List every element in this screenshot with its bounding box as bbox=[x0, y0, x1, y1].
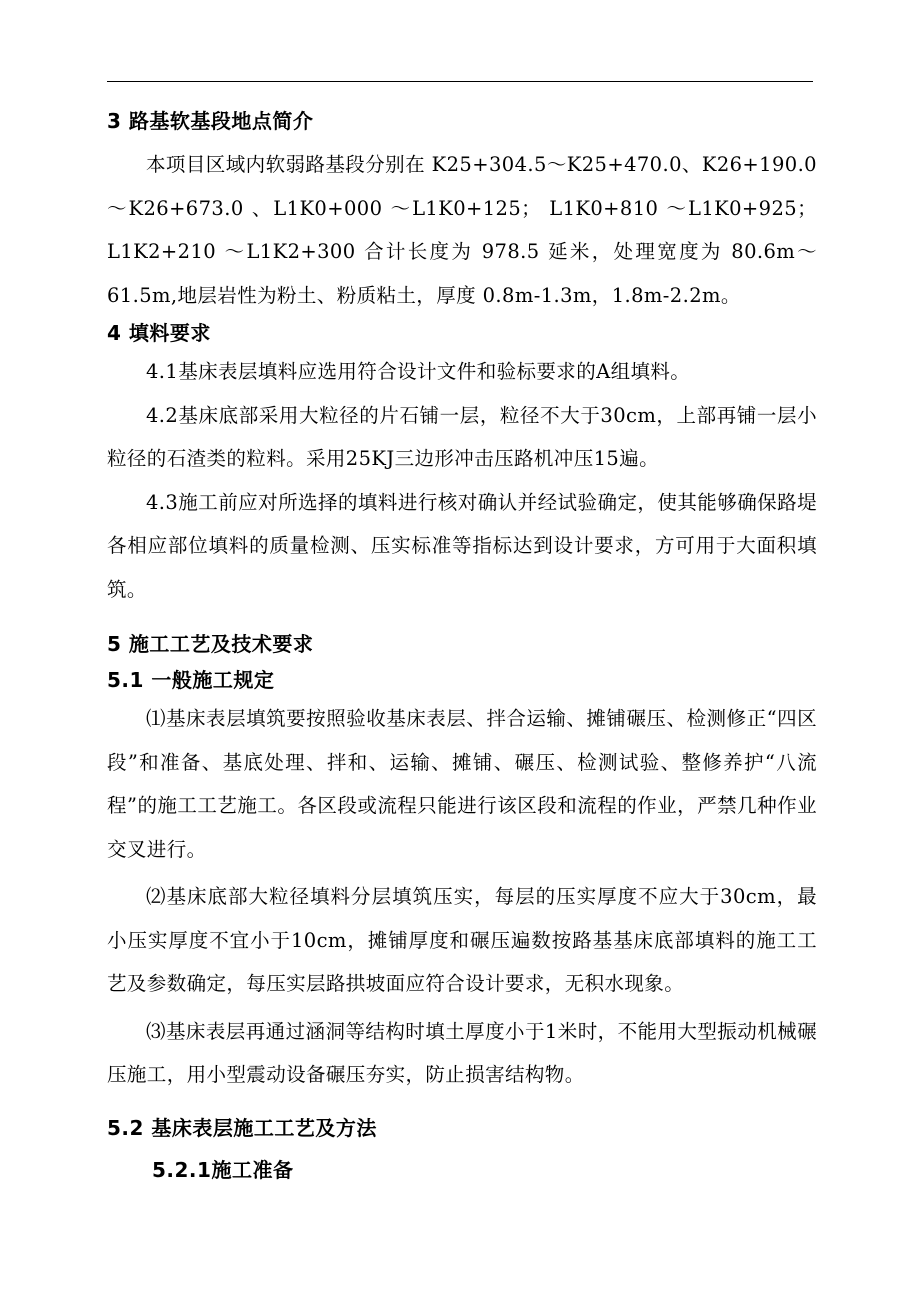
section-5-heading: 5 施工工艺及技术要求 bbox=[107, 632, 314, 656]
section-3-heading: 3 路基软基段地点简介 bbox=[107, 109, 314, 133]
section-5-1-item-2: ⑵基床底部大粒径填料分层填筑压实，每层的压实厚度不应大于30cm，最小压实厚度不宜小于10cm，摊铺厚度和碾压遍数按路基基床底部填料的施工工艺及参数确定，每压实层路拱坡面应符合设计要求，无积水现象。 bbox=[107, 885, 817, 995]
section-5-1-item-1: ⑴基床表层填筑要按照验收基床表层、拌合运输、摊铺碾压、检测修正“四区段”和准备、基底处理、拌和、运输、摊铺、碾压、检测试验、整修养护“八流程”的施工工艺施工。各区段或流程只能进行该区段和流程的作业，严禁几种作业交叉进行。 bbox=[107, 707, 817, 861]
section-5-1-item-3: ⑶基床表层再通过涵洞等结构时填土厚度小于1米时，不能用大型振动机械碾压施工，用小型震动设备碾压夯实，防止损害结构物。 bbox=[107, 1019, 817, 1086]
section-4-2-paragraph: 4.2基床底部采用大粒径的片石铺一层，粒径不大于30cm，上部再铺一层小粒径的石渣类的粒料。采用25KJ三边形冲击压路机冲压15遍。 bbox=[107, 403, 817, 470]
section-5-2-1-heading: 5.2.1施工准备 bbox=[152, 1157, 294, 1182]
section-4-3-paragraph: 4.3施工前应对所选择的填料进行核对确认并经试验确定，使其能够确保路堤各相应部位填料的质量检测、压实标准等指标达到设计要求，方可用于大面积填筑。 bbox=[107, 490, 817, 601]
section-5-1-heading: 5.1 一般施工规定 bbox=[107, 668, 275, 692]
section-4-1-paragraph: 4.1基床表层填料应选用符合设计文件和验标要求的A组填料。 bbox=[146, 360, 691, 383]
section-5-2-heading: 5.2 基床表层施工工艺及方法 bbox=[107, 1115, 377, 1140]
document-body bbox=[107, 100, 817, 1183]
header-rule bbox=[107, 81, 813, 82]
section-3-paragraph: 本项目区域内软弱路基段分别在 K25+304.5～K25+470.0、K26+190.0～K26+673.0 、L1K0+000 ～L1K0+125； L1K0+810 ～L1K0+925； L1K2+210 ～L1K2+300 合计长度为 978.5 延米，处理宽度为 80.6m～61.5m,地层岩性为粉土、粉质粘土，厚度 0.8m-1.3m，1.8m-2.2m。 bbox=[107, 153, 817, 307]
section-4-heading: 4 填料要求 bbox=[107, 321, 211, 345]
